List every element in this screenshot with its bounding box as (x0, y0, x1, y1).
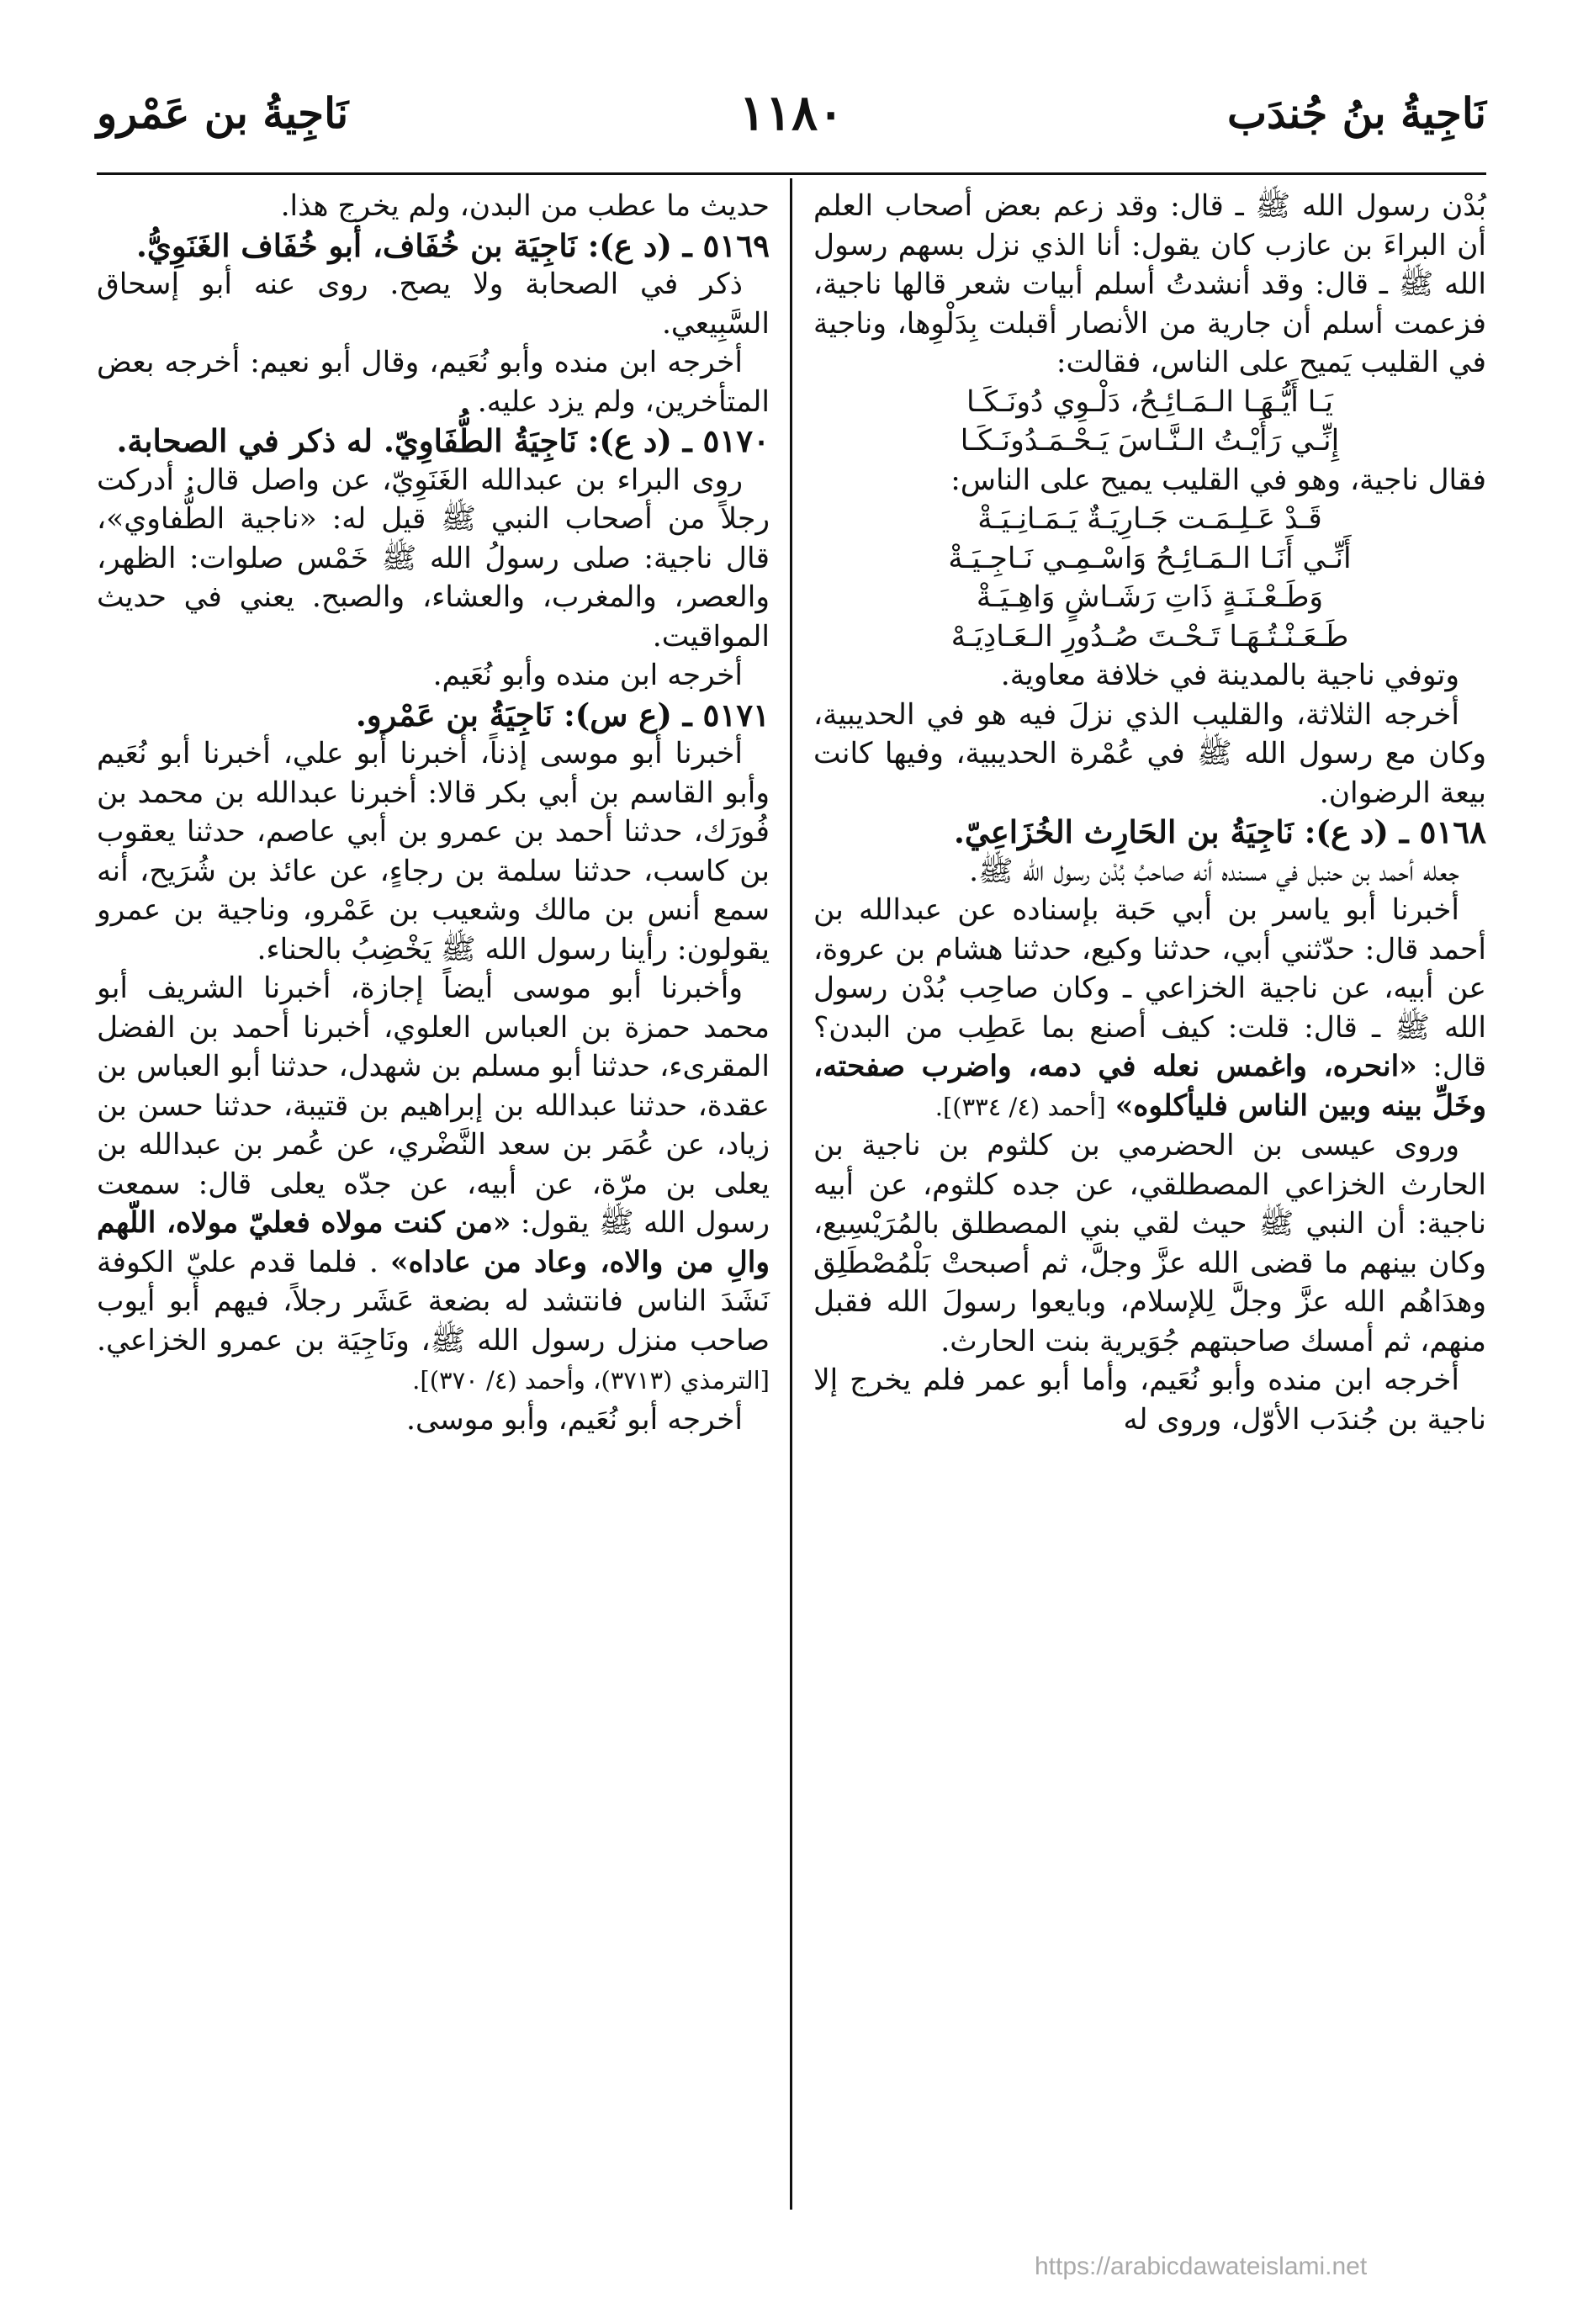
verse-line: يَـا أَيُّـهَـا الـمَـائِـحُ، دَلْـوِي دُونَـكَـا (966, 384, 1333, 419)
paragraph: أخرجه ابن منده وأبو نُعَيم، وقال أبو نعيم: أخرجه بعض المتأخرين، ولم يزد عليه. (97, 346, 770, 419)
paragraph: وتوفي ناجية بالمدينة في خلافة معاوية. (1000, 659, 1459, 692)
verse-line: طَـعَـنْـتُـهَـا تَـحْـتَ صُـدُورِ الـعَـادِيَـهْ (950, 619, 1349, 654)
entry-heading-5171 (97, 696, 770, 735)
entry-number: ٥١٧٠ (702, 422, 770, 459)
watermark-url: https://arabicdawateislami.net (1035, 2253, 1368, 2280)
paragraph: فقال ناجية، وهو في القليب يميح على الناس: (950, 463, 1486, 497)
paragraph: أخرجه الثلاثة، والقليب الذي نزلَ فيه هو في الحديبية، وكان مع رسول الله ﷺ في عُمْرة الحديبية، وفيها كانت بيعة الرضوان. (813, 697, 1486, 810)
paragraph: جعله أحمد بن حنبل في مسنده أنه صاحبُ بُدْن رسول الله ﷺ. (969, 854, 1459, 888)
paragraph (813, 891, 1486, 1126)
verse-line: أَنِّـي أَنَـا الـمَـائِـحُ وَاسْـمِـي نَـاجِـيَـةْ (948, 541, 1352, 575)
paragraph-text: أخبرنا أبو ياسر بن أبي حَبة بإسناده عن عبدالله بن أحمد قال: حدّثني أبي، حدثنا وكيع، حدثنا هشام بن عروة، عن أبيه، عن ناجية الخزاعي ـ وكان صاحِب بُدْن رسول الله ﷺ ـ قال: قلت: كيف أصنع بما عَطِب من البدن؟ قال: (813, 893, 1486, 1083)
entry-number: ٥١٧١ (702, 696, 770, 733)
citation: [الترمذي (٣٧١٣)، وأحمد (٤/ ٣٧٠)]. (412, 1366, 770, 1395)
verse-line: وَطَـعْـنَـةٍ ذَاتِ رَشَـاشٍ وَاهِـيَـةْ (976, 580, 1324, 614)
paragraph: حديث ما عطب من البدن، ولم يخرج هذا. (280, 189, 770, 223)
entry-heading-5168 (813, 813, 1486, 852)
entry-title: ـ (د ع): نَاجِيَة بن خُفَاف، أبو خُفَاف الغَنَوِيُّ. (135, 226, 692, 264)
right-column (813, 187, 1486, 1439)
page-number: ١١٨٠ (739, 84, 844, 141)
entry-number: ٥١٦٩ (702, 226, 770, 264)
paragraph-text: وأخبرنا أبو موسى أيضاً إجازة، أخبرنا الشريف أبو محمد حمزة بن العباس العلوي، أخبرنا أحمد بن الفضل المقرىء، حدثنا أبو مسلم بن شهدل، حدثنا أبو العباس بن عقدة، حدثنا عبدالله بن إبراهيم بن قتيبة، حدثنا حسن بن زياد، عن عُمَر بن سعد النَّضْري، عن عُمر بن عبدالله بن يعلى بن مرّة، عن أبيه، عن جدّه يعلى قال: سمعت رسول الله ﷺ يقول: (97, 971, 770, 1240)
entry-title: ـ (د ع): نَاجِيَةُ الطُّفَاوِيّ. له ذكر في الصحابة. (116, 422, 692, 459)
left-column (97, 187, 770, 1439)
entry-heading-5170 (97, 421, 770, 461)
paragraph: روى البراء بن عبدالله الغَنَوِيّ، عن واصل قال: أدركت رجلاً من أصحاب النبي ﷺ قيل له: «ناجية الطُّفاوي»، قال ناجية: صلى رسولُ الله ﷺ خَمْس صلوات: الظهر، والعصر، والمغرب، والعشاء، والصبح. يعني في حديث المواقيت. (97, 463, 770, 654)
paragraph-text: . فلما قدم عليّ الكوفة نَشَدَ الناس فانتشد له بضعة عَشَر رجلاً، فيهم أبو أيوب صاحب منزل رسول الله ﷺ، ونَاجِيَة بن عمرو الخزاعي. (97, 1245, 770, 1358)
paragraph: ذكر في الصحابة ولا يصح. روى عنه أبو إسحاق السَّبِيعي. (97, 267, 770, 341)
paragraph: أخرجه أبو نُعَيم، وأبو موسى. (405, 1402, 743, 1437)
verse-line: إِنِّـي رَأَيْـتُ الـنَّـاسَ يَـحْـمَـدُونَـكَـا (960, 424, 1340, 458)
header-rule (97, 172, 1486, 175)
paragraph: وروى عيسى بن الحضرمي بن كلثوم بن ناجية بن الحارث الخزاعي المصطلقي، عن جده كلثوم، عن أبيه ناجية: أن النبي ﷺ حيث لقي بني المصطلق بالمُرَيْسِيع، وكان بينهم ما قضى الله عزَّ وجلَّ، ثم أصبحتْ بَلْمُصْطَلِق وهدَاهُم الله عزَّ وجلَّ لِلإسلام، وبايعوا رسولَ الله فقبل منهم، ثم أمسك صاحبتهم جُوَيرية بنت الحارث. (813, 1129, 1486, 1358)
column-divider (790, 178, 792, 2210)
paragraph: أخرجه ابن منده وأبو نُعَيم. (432, 659, 743, 692)
entry-heading-5169 (97, 226, 770, 266)
paragraph: بُدْن رسول الله ﷺ ـ قال: وقد زعم بعض أصحاب العلم أن البراءَ بن عازب كان يقول: أنا الذي نزل بسهم رسول الله ﷺ ـ قال: وقد أنشدتُ أسلم أبيات شعر قالها ناجية، فزعمت أسلم أن جارية من الأنصار أقبلت بِدَلْوِها، وناجية في القليب يَميح على الناس، فقالت: (813, 189, 1486, 379)
paragraph: أخبرنا أبو موسى إذناً، أخبرنا أبو علي، أخبرنا أبو نُعَيم وأبو القاسم بن أبي بكر قالا: أخبرنا عبدالله بن محمد بن فُورَك، حدثنا أحمد بن عمرو بن أبي عاصم، حدثنا يعقوب بن كاسب، حدثنا سلمة بن رجاءٍ، عن عائذ بن شُرَيح، أنه سمع أنس بن مالك وشعيب بن عَمْرو، وناجية بن عمرو يقولون: رأينا رسول الله ﷺ يَخْضِبُ بالحناء. (97, 737, 770, 966)
running-title-left: نَاجِيةُ بن عَمْرو (97, 88, 349, 138)
paragraph: أخرجه ابن منده وأبو نُعَيم، وأما أبو عمر فلم يخرج إلا ناجية بن جُندَب الأوّل، وروى له (813, 1363, 1486, 1437)
entry-number: ٥١٦٨ (1419, 813, 1486, 850)
entry-title: ـ (د ع): نَاجِيَةُ بن الحَارِث الخُزَاعِيّ. (954, 813, 1409, 850)
verse-line: قَـدْ عَـلِـمَـت جَـارِيَـةٌ يَـمَـانِـيَـةْ (977, 502, 1322, 536)
hadith-text: «انحره، واغمس نعله في دمه، واضرب صفحته، وخَلِّ بينه وبين الناس فليأكلوه» (813, 1050, 1486, 1123)
entry-title: ـ (ع س): نَاجِيَةُ بن عَمْرو. (355, 696, 692, 733)
citation: [أحمد (٤/ ٣٣٤)]. (934, 1092, 1106, 1121)
page-header (97, 80, 1486, 160)
running-title-right: نَاجِيةُ بنُ جُندَب (1226, 88, 1486, 138)
hadith-text: «من كنت مولاه فعليّ مولاه، اللّهم والِ من والاه، وعاد من عاداه» (97, 1206, 770, 1279)
paragraph (97, 969, 770, 1400)
